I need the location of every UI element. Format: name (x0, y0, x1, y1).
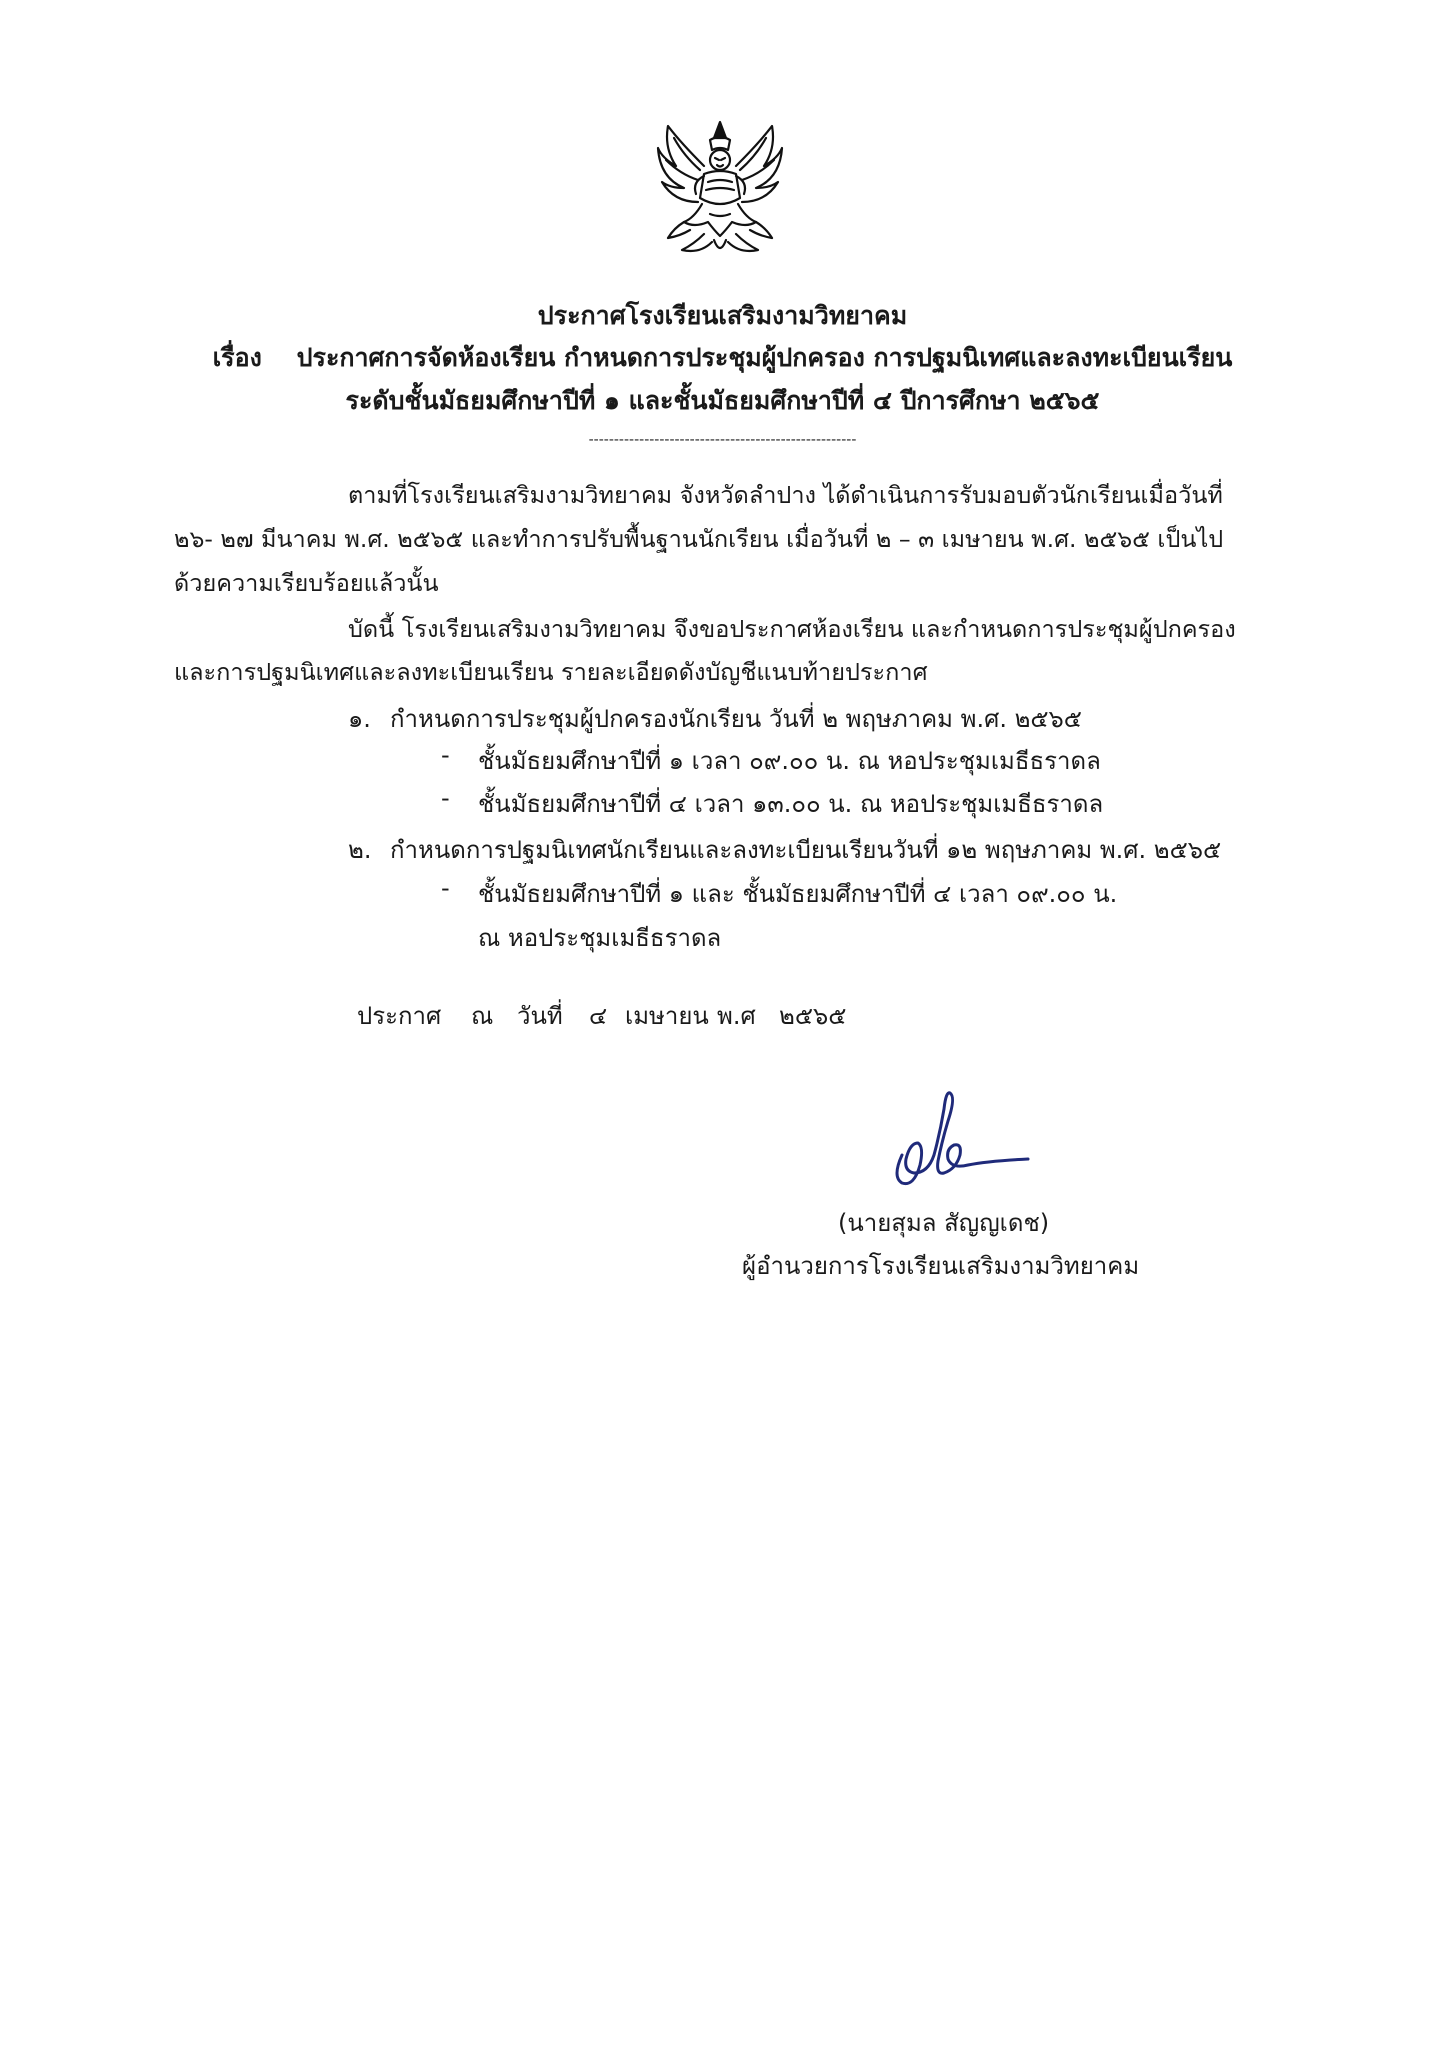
announce-at: ณ (471, 1002, 494, 1030)
handwritten-signature-icon (888, 1085, 1038, 1195)
item-2-number: ๒. (348, 836, 372, 864)
paragraph-2-line-1: บัดนี้ โรงเรียนเสริมงามวิทยาคม จึงขอประกาศห้องเรียน และกำหนดการประชุมผู้ปกครอง (348, 615, 1236, 643)
item-2-sub-1-line-2: ณ หอประชุมเมธีธราดล (478, 924, 722, 952)
paragraph-1-line-3: ด้วยความเรียบร้อยแล้วนั้น (174, 569, 439, 597)
bullet: - (441, 741, 450, 769)
signatory-position: ผู้อำนวยการโรงเรียนเสริมงามวิทยาคม (742, 1252, 1140, 1280)
announcement-title: ประกาศโรงเรียนเสริมงามวิทยาคม (537, 301, 908, 330)
subject-line-2: ระดับชั้นมัธยมศึกษาปีที่ ๑ และชั้นมัธยมศึกษาปีที่ ๔ ปีการศึกษา ๒๕๖๕ (345, 386, 1100, 415)
signatory-name: (นายสุมล สัญญเดช) (838, 1209, 1050, 1237)
item-1-text: กำหนดการประชุมผู้ปกครองนักเรียน วันที่ ๒ พฤษภาคม พ.ศ. ๒๕๖๕ (390, 705, 1082, 733)
announce-day: ๔ (589, 1002, 608, 1030)
header-divider: ----------------------------------------------------- (588, 432, 857, 448)
announce-era: พ.ศ (717, 1002, 756, 1030)
item-1-number: ๑. (348, 705, 371, 733)
bullet: - (441, 784, 450, 812)
announce-year: ๒๕๖๕ (779, 1002, 847, 1030)
garuda-emblem-icon (654, 118, 786, 260)
paragraph-2-line-2: และการปฐมนิเทศและลงทะเบียนเรียน รายละเอียดดังบัญชีแนบท้ายประกาศ (174, 658, 928, 686)
subject-text-1: ประกาศการจัดห้องเรียน กำหนดการประชุมผู้ปกครอง การปฐมนิเทศและลงทะเบียนเรียน (296, 343, 1233, 372)
bullet: - (441, 874, 450, 902)
item-1-sub-1: ชั้นมัธยมศึกษาปีที่ ๑ เวลา ๐๙.๐๐ น. ณ หอประชุมเมธีธราดล (478, 747, 1101, 775)
item-2-sub-1-line-1: ชั้นมัธยมศึกษาปีที่ ๑ และ ชั้นมัธยมศึกษาปีที่ ๔ เวลา ๐๙.๐๐ น. (478, 880, 1118, 908)
paragraph-1-line-1: ตามที่โรงเรียนเสริมงามวิทยาคม จังหวัดลำปาง ได้ดำเนินการรับมอบตัวนักเรียนเมื่อวันที่ (348, 481, 1223, 509)
subject-label: เรื่อง (212, 343, 262, 372)
subject-line-1 (0, 338, 1445, 378)
announce-month: เมษายน (625, 1002, 709, 1030)
item-2-text: กำหนดการปฐมนิเทศนักเรียนและลงทะเบียนเรียนวันที่ ๑๒ พฤษภาคม พ.ศ. ๒๕๖๕ (390, 836, 1222, 864)
paragraph-1-line-2: ๒๖- ๒๗ มีนาคม พ.ศ. ๒๕๖๕ และทำการปรับพื้นฐานนักเรียน เมื่อวันที่ ๒ – ๓ เมษายน พ.ศ. ๒๕๖๕ เป็นไป (174, 525, 1224, 553)
item-1-sub-2: ชั้นมัธยมศึกษาปีที่ ๔ เวลา ๑๓.๐๐ น. ณ หอประชุมเมธีธราดล (478, 790, 1104, 818)
announce-word: ประกาศ (357, 1002, 442, 1030)
announce-day-label: วันที่ (517, 1002, 563, 1030)
